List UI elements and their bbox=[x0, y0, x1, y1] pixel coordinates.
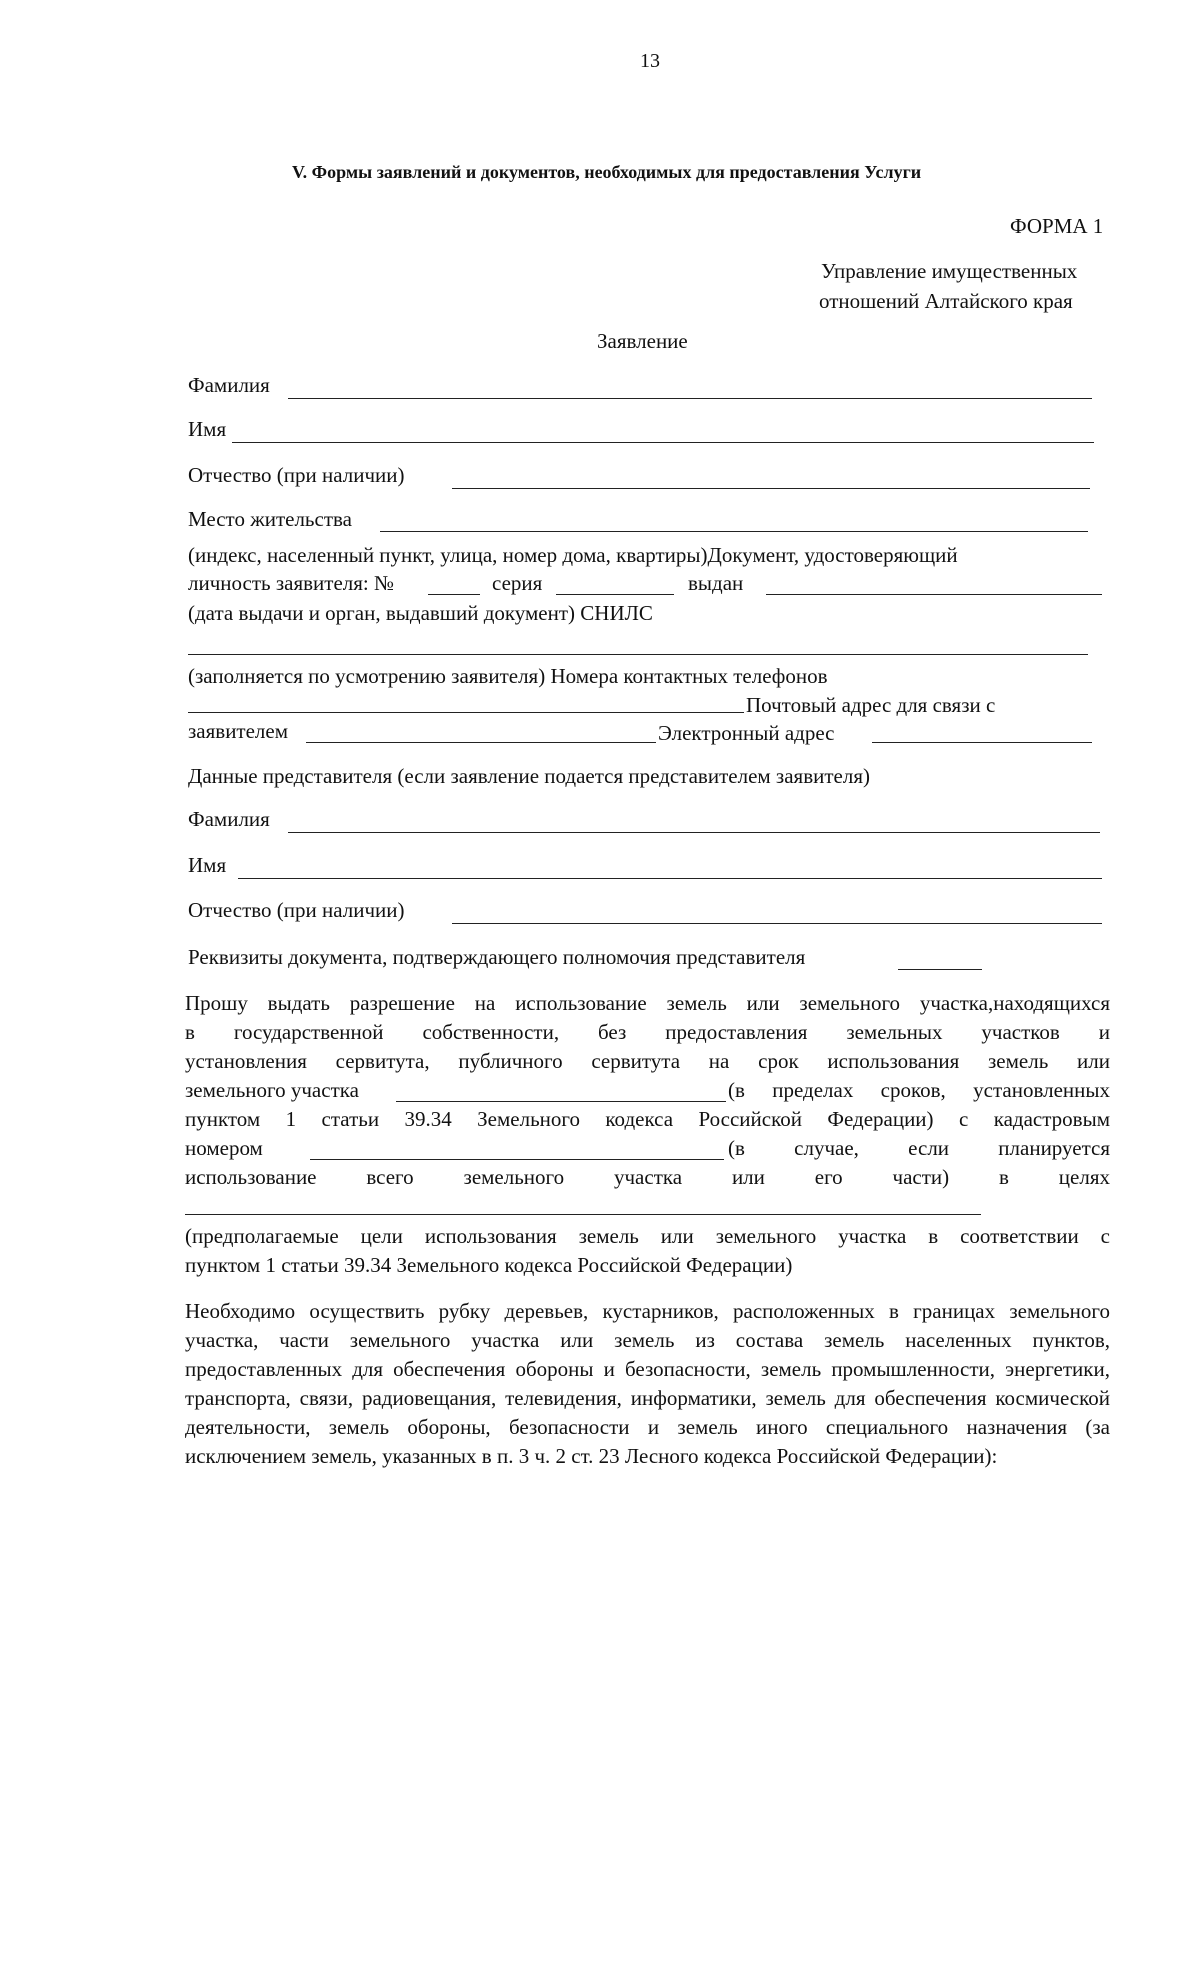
addressee-line-2: отношений Алтайского края bbox=[819, 289, 1073, 313]
addressee-line-1: Управление имущественных bbox=[821, 259, 1078, 283]
snils-field[interactable] bbox=[188, 654, 1088, 655]
request-line-1: Прошу выдать разрешение на использование земель или земельного участка,находящихся bbox=[185, 991, 1110, 1015]
rep-patronymic-field[interactable] bbox=[452, 923, 1102, 924]
id-issued-label: выдан bbox=[688, 571, 744, 595]
form-label: ФОРМА 1 bbox=[1010, 214, 1104, 238]
usage-line: использование всего земельного участка или его части) в целях bbox=[185, 1165, 1110, 1189]
cadastral-number-field[interactable] bbox=[310, 1159, 724, 1160]
felling-paragraph: Необходимо осуществить рубку деревьев, кустарников, расположенных в границах земельного участка, части земельного участка или земель из состава земель населенных пунктов, предоставленных для обеспечения обороны и безопасности, земель промышленности, энергетики, транспорта, связи, радиовещания, телевидения, информатики, земель для обеспечения космической деятельности, земель обороны, безопасности и земель иного специального назначения (за исключением земель, указанных в п. 3 ч. 2 ст. 23 Лесного кодекса Российской Федерации): bbox=[185, 1299, 1110, 1468]
postal-address-label: Почтовый адрес для связи с bbox=[746, 693, 996, 717]
id-number-field[interactable] bbox=[428, 594, 480, 595]
rep-surname-field[interactable] bbox=[288, 832, 1100, 833]
issue-hint-snils-label: (дата выдачи и орган, выдавший документ) СНИЛС bbox=[188, 601, 653, 625]
rep-patronymic-label: Отчество (при наличии) bbox=[188, 898, 405, 922]
email-label: Электронный адрес bbox=[658, 721, 835, 745]
page-number: 13 bbox=[640, 50, 660, 72]
snils-hint-phones-label: (заполняется по усмотрению заявителя) Номера контактных телефонов bbox=[188, 664, 828, 688]
purpose-hint-1: (предполагаемые цели использования земель или земельного участка в соответствии с bbox=[185, 1224, 1110, 1248]
patronymic-field[interactable] bbox=[452, 488, 1090, 489]
phones-field[interactable] bbox=[188, 712, 744, 713]
request-line-3: установления сервитута, публичного сервитута на срок использования земель или bbox=[185, 1049, 1110, 1073]
cadastral-label: номером bbox=[185, 1136, 263, 1160]
postal-address-label-2: заявителем bbox=[188, 719, 289, 743]
id-series-field[interactable] bbox=[556, 594, 674, 595]
id-issued-field[interactable] bbox=[766, 594, 1102, 595]
residence-field[interactable] bbox=[380, 531, 1088, 532]
rep-name-label: Имя bbox=[188, 853, 227, 877]
rep-surname-label: Фамилия bbox=[188, 807, 270, 831]
email-field[interactable] bbox=[872, 742, 1092, 743]
name-field[interactable] bbox=[232, 442, 1094, 443]
surname-field[interactable] bbox=[288, 398, 1092, 399]
term-label: земельного участка bbox=[185, 1078, 359, 1102]
cadastral-suffix: (в случае, если планируется bbox=[728, 1136, 1110, 1160]
postal-address-field[interactable] bbox=[306, 742, 656, 743]
term-field[interactable] bbox=[396, 1101, 726, 1102]
article-line: пунктом 1 статьи 39.34 Земельного кодекса Российской Федерации) с кадастровым bbox=[185, 1107, 1110, 1131]
id-number-label: личность заявителя: № bbox=[188, 571, 395, 595]
surname-label: Фамилия bbox=[188, 373, 270, 397]
rep-name-field[interactable] bbox=[238, 878, 1102, 879]
rep-authority-field[interactable] bbox=[898, 969, 982, 970]
residence-hint-id-doc: (индекс, населенный пункт, улица, номер дома, квартиры)Документ, удостоверяющий bbox=[188, 543, 958, 567]
rep-authority-label: Реквизиты документа, подтверждающего полномочия представителя bbox=[188, 945, 806, 969]
representative-heading: Данные представителя (если заявление подается представителем заявителя) bbox=[188, 764, 870, 788]
section-heading: V. Формы заявлений и документов, необходимых для предоставления Услуги bbox=[292, 162, 922, 182]
name-label: Имя bbox=[188, 417, 227, 441]
patronymic-label: Отчество (при наличии) bbox=[188, 463, 405, 487]
residence-label: Место жительства bbox=[188, 507, 352, 531]
document-title: Заявление bbox=[597, 329, 688, 353]
purpose-field[interactable] bbox=[185, 1214, 981, 1215]
term-suffix: (в пределах сроков, установленных bbox=[728, 1078, 1110, 1102]
purpose-hint-2: пунктом 1 статьи 39.34 Земельного кодекса Российской Федерации) bbox=[185, 1253, 793, 1277]
id-series-label: серия bbox=[492, 571, 543, 595]
request-line-2: в государственной собственности, без предоставления земельных участков и bbox=[185, 1020, 1110, 1044]
